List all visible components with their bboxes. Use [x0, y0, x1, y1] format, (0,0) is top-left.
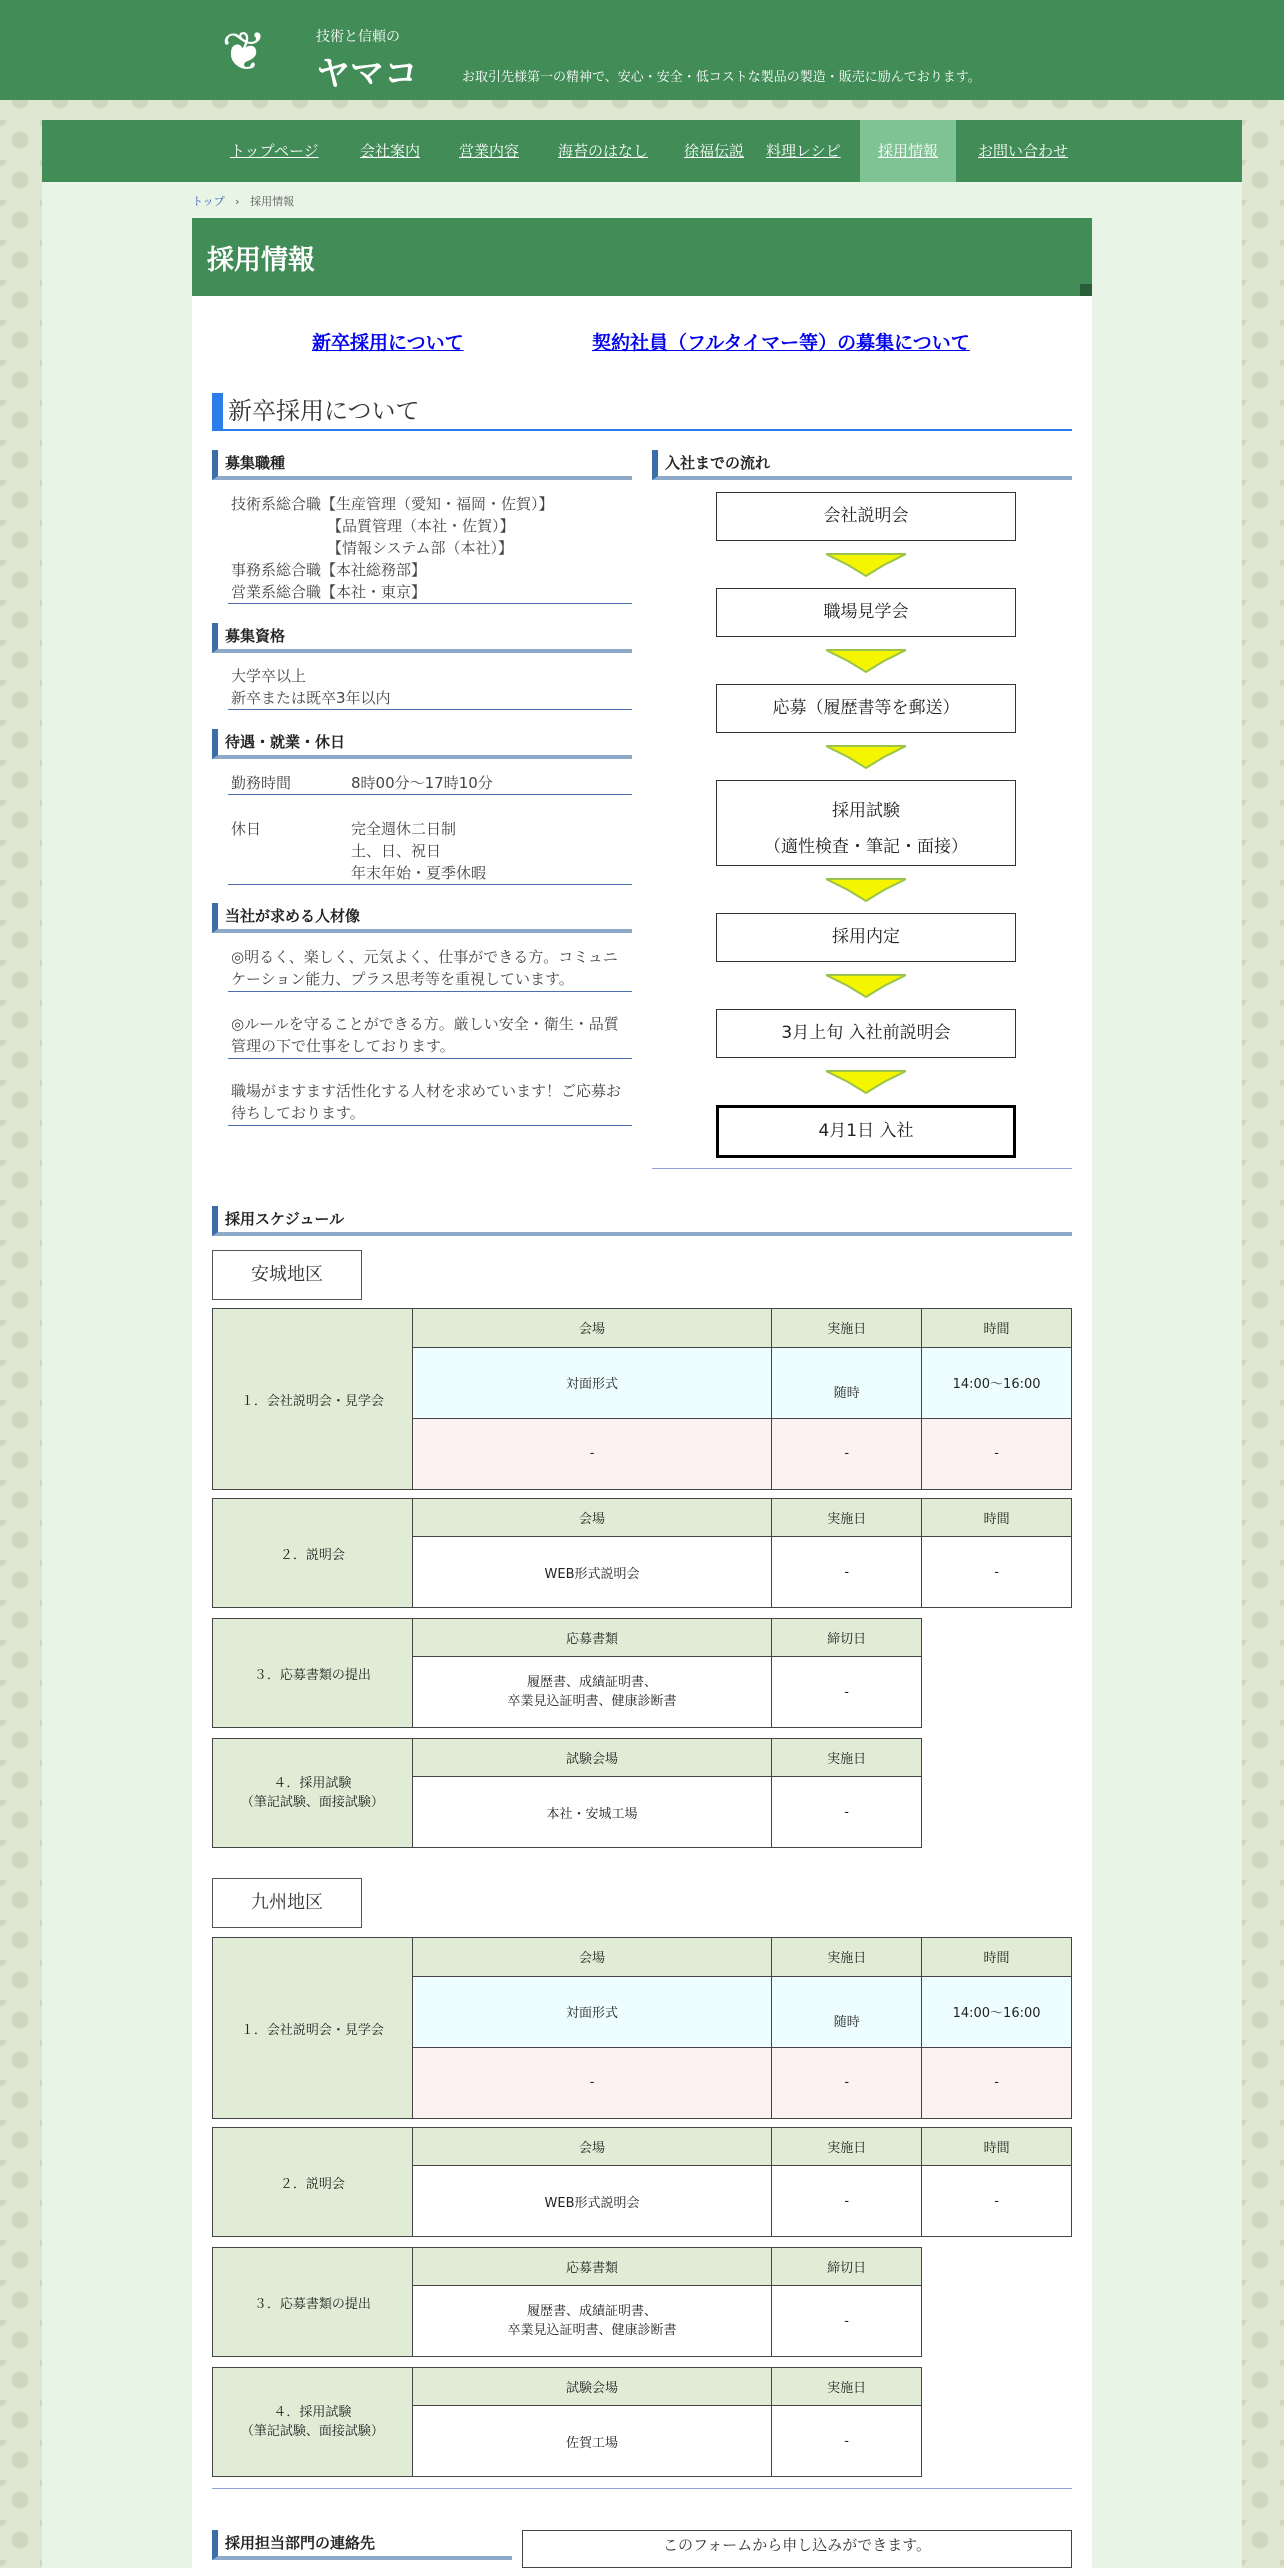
- header-exam-venue: 試験会場: [412, 1739, 771, 1777]
- flow-step-nyushamae: 3月上旬 入社前説明会: [716, 1009, 1016, 1058]
- cell-time: -: [922, 1537, 1072, 1608]
- jinzai-p2-line-2: 管理の下で仕事をしております。: [231, 1037, 455, 1055]
- boshu-line-5: 営業系総合職【本社・東京】: [231, 583, 427, 601]
- holiday-line-3: 年末年始・夏季休暇: [351, 864, 487, 882]
- flow-step-oubo: 応募（履歴書等を郵送）: [716, 684, 1016, 733]
- heading-taigu: 待遇・就業・休日: [212, 729, 632, 759]
- nav-item-business[interactable]: 営業内容: [459, 142, 520, 160]
- row-label: [213, 2368, 413, 2477]
- jinzai-p1-line-2: ケーション能力、プラス思考等を重視しています。: [231, 970, 574, 988]
- area-label-kyushu: 九州地区: [212, 1878, 362, 1928]
- flow-arrow-icon: [826, 973, 906, 999]
- row-label: １．会社説明会・見学会: [213, 1938, 413, 2119]
- cell-docs: [412, 1657, 771, 1728]
- cell-venue: 対面形式: [412, 1976, 772, 2047]
- cell-date: -: [772, 2166, 922, 2237]
- cell-venue: 対面形式: [412, 1347, 772, 1418]
- cell-date: 随時: [772, 1347, 922, 1418]
- kyushu-setsumeikai-table: [212, 1937, 1072, 2119]
- header-venue: 会場: [412, 1499, 772, 1537]
- nav-item-recruit[interactable]: 採用情報: [860, 120, 956, 182]
- cell-date: -: [772, 2047, 922, 2118]
- jinzai-p2-line-1: ◎ルールを守ることができる方。厳しい安全・衛生・品質: [231, 1015, 619, 1033]
- divider: [228, 884, 632, 885]
- header-time: 時間: [922, 1309, 1072, 1348]
- cell-docs: [412, 2286, 771, 2357]
- cell-date: 随時: [772, 1976, 922, 2047]
- header-venue: 会場: [412, 2128, 772, 2166]
- flow-step-kengaku: 職場見学会: [716, 588, 1016, 637]
- shikaku-line-2: 新卒または既卒3年以内: [231, 689, 391, 707]
- anjo-exam-table: [212, 1738, 922, 1848]
- divider: [228, 1125, 632, 1126]
- cell-time: -: [922, 1418, 1072, 1489]
- holiday-line-2: 土、日、祝日: [351, 842, 442, 860]
- divider: [228, 709, 632, 710]
- exam-label-2: （筆記試験、面接試験）: [240, 2424, 384, 2439]
- kyushu-exam-table: [212, 2367, 922, 2477]
- cell-venue: WEB形式説明会: [412, 1537, 772, 1608]
- nav-item-contact[interactable]: お問い合わせ: [978, 142, 1069, 160]
- cell-date: -: [772, 2406, 922, 2477]
- work-hours-label: 勤務時間: [231, 774, 292, 792]
- logo[interactable]: [212, 18, 422, 92]
- nav-item-nori[interactable]: 海苔のはなし: [558, 142, 649, 160]
- jinzai-p3-line-1: 職場がますます活性化する人材を求めています！ご応募お: [231, 1082, 622, 1100]
- header-time: 時間: [922, 1938, 1072, 1977]
- anjo-documents-table: [212, 1618, 922, 1728]
- section-heading: 新卒採用について: [212, 393, 1072, 431]
- header-date: 実施日: [772, 1309, 922, 1348]
- cell-date: -: [772, 1537, 922, 1608]
- header-deadline: 締切日: [772, 2248, 922, 2286]
- row-label: [213, 1739, 413, 1848]
- header-docs: 応募書類: [412, 2248, 771, 2286]
- cell-time: 14:00～16:00: [922, 1347, 1072, 1418]
- page-title-bar: [192, 218, 1092, 296]
- cell-deadline: -: [772, 2286, 922, 2357]
- row-label: ３．応募書類の提出: [213, 1619, 413, 1728]
- jinzai-p1-line-1: ◎明るく、楽しく、元気よく、仕事ができる方。コミュニ: [231, 948, 618, 966]
- nav-item-jofuku[interactable]: 徐福伝説: [684, 142, 745, 160]
- heading-contact: 採用担当部門の連絡先: [212, 2530, 512, 2560]
- cell-date: -: [772, 1418, 922, 1489]
- header-date: 実施日: [772, 1499, 922, 1537]
- docs-line-1: 履歴書、成績証明書、: [526, 1675, 657, 1690]
- header-deadline: 締切日: [772, 1619, 922, 1657]
- heading-flow: 入社までの流れ: [652, 450, 1072, 480]
- nav-item-top[interactable]: トップページ: [230, 142, 319, 160]
- logo-mark-icon: ❦: [221, 20, 267, 83]
- heading-schedule: 採用スケジュール: [212, 1206, 1072, 1236]
- nav-item-recipe[interactable]: 料理レシピ: [766, 142, 841, 160]
- anjo-setsumei-table: [212, 1498, 1072, 1608]
- kyushu-setsumei-table: [212, 2127, 1072, 2237]
- heading-shikaku: 募集資格: [212, 623, 632, 653]
- tagline: お取引先様第一の精神で、安心・安全・低コストな製品の製造・販売に励んでおります。: [462, 70, 981, 85]
- flow-arrow-icon: [826, 877, 906, 903]
- divider: [228, 603, 632, 604]
- divider: [652, 1168, 1072, 1169]
- header-docs: 応募書類: [412, 1619, 771, 1657]
- header-venue: 会場: [412, 1938, 772, 1977]
- page-title: 採用情報: [207, 245, 315, 276]
- breadcrumb: [192, 193, 294, 209]
- row-label: ２．説明会: [213, 2128, 413, 2237]
- divider: [228, 794, 632, 795]
- flow-arrow-icon: [826, 552, 906, 578]
- link-keiyaku[interactable]: 契約社員（フルタイマー等）の募集について: [592, 332, 970, 354]
- flow-step-nyusha: 4月1日 入社: [716, 1105, 1016, 1158]
- flow-step-naitei: 採用内定: [716, 913, 1016, 962]
- breadcrumb-home[interactable]: トップ: [192, 195, 225, 208]
- breadcrumb-current: 採用情報: [250, 195, 295, 208]
- divider: [212, 2488, 1072, 2489]
- area-label-anjo: 安城地区: [212, 1250, 362, 1300]
- divider: [228, 1058, 632, 1059]
- exam-label-1: ４．採用試験: [273, 2405, 352, 2420]
- shikaku-line-1: 大学卒以上: [231, 667, 307, 685]
- header-date: 実施日: [772, 2128, 922, 2166]
- cell-exam-venue: 本社・安城工場: [412, 1777, 771, 1848]
- flow-step-shiken-title: 採用試験: [832, 801, 900, 821]
- breadcrumb-separator: ›: [235, 195, 240, 208]
- heading-jinzai: 当社が求める人材像: [212, 903, 632, 933]
- logo-name: ヤマコ: [316, 54, 418, 94]
- header-date: 実施日: [772, 2368, 922, 2406]
- row-label: ２．説明会: [213, 1499, 413, 1608]
- docs-line-2: 卒業見込証明書、健康診断書: [507, 2323, 677, 2338]
- nav-item-company[interactable]: 会社案内: [360, 142, 421, 160]
- holiday-line-1: 完全週休二日制: [351, 820, 457, 838]
- cell-venue: -: [412, 2047, 772, 2118]
- logo-subtitle: 技術と信頼の: [316, 29, 400, 45]
- cell-date: -: [772, 1777, 922, 1848]
- flow-step-setsumeikai: 会社説明会: [716, 492, 1016, 541]
- row-label: １．会社説明会・見学会: [213, 1309, 413, 1490]
- header-time: 時間: [922, 1499, 1072, 1537]
- anjo-setsumeikai-table: [212, 1308, 1072, 1490]
- boshu-line-3: 【情報システム部（本社）】: [327, 539, 514, 557]
- cell-venue: WEB形式説明会: [412, 2166, 772, 2237]
- flow-step-shiken-detail: （適性検査・筆記・面接）: [764, 837, 968, 857]
- docs-line-2: 卒業見込証明書、健康診断書: [507, 1694, 677, 1709]
- header-date: 実施日: [772, 1938, 922, 1977]
- link-shinsotsu[interactable]: 新卒採用について: [312, 332, 464, 354]
- contact-form-box[interactable]: このフォームから申し込みができます。: [522, 2530, 1072, 2568]
- cell-deadline: -: [772, 1657, 922, 1728]
- cell-venue: -: [412, 1418, 772, 1489]
- header-date: 実施日: [772, 1739, 922, 1777]
- boshu-line-2: 【品質管理（本社・佐賀）】: [327, 517, 515, 535]
- exam-label-1: ４．採用試験: [273, 1776, 352, 1791]
- cell-exam-venue: 佐賀工場: [412, 2406, 771, 2477]
- header-exam-venue: 試験会場: [412, 2368, 771, 2406]
- exam-label-2: （筆記試験、面接試験）: [240, 1795, 384, 1810]
- flow-arrow-icon: [826, 1069, 906, 1095]
- jinzai-p3-line-2: 待ちしております。: [231, 1104, 365, 1122]
- main-nav: [42, 120, 1242, 182]
- header-venue: 会場: [412, 1309, 772, 1348]
- boshu-line-1: 技術系総合職【生産管理（愛知・福岡・佐賀）】: [231, 495, 554, 513]
- site-header: [0, 0, 1284, 100]
- corner-mark: [1080, 284, 1092, 296]
- kyushu-documents-table: [212, 2247, 922, 2357]
- heading-boshu: 募集職種: [212, 450, 632, 480]
- flow-arrow-icon: [826, 744, 906, 770]
- boshu-line-4: 事務系総合職【本社総務部】: [231, 561, 427, 579]
- row-label: ３．応募書類の提出: [213, 2248, 413, 2357]
- holiday-label: 休日: [231, 820, 262, 838]
- docs-line-1: 履歴書、成績証明書、: [526, 2304, 657, 2319]
- header-time: 時間: [922, 2128, 1072, 2166]
- cell-time: -: [922, 2166, 1072, 2237]
- work-hours-value: 8時00分～17時10分: [351, 774, 493, 792]
- flow-arrow-icon: [826, 648, 906, 674]
- cell-time: -: [922, 2047, 1072, 2118]
- flow-step-shiken: [716, 780, 1016, 866]
- cell-time: 14:00～16:00: [922, 1976, 1072, 2047]
- divider: [228, 991, 632, 992]
